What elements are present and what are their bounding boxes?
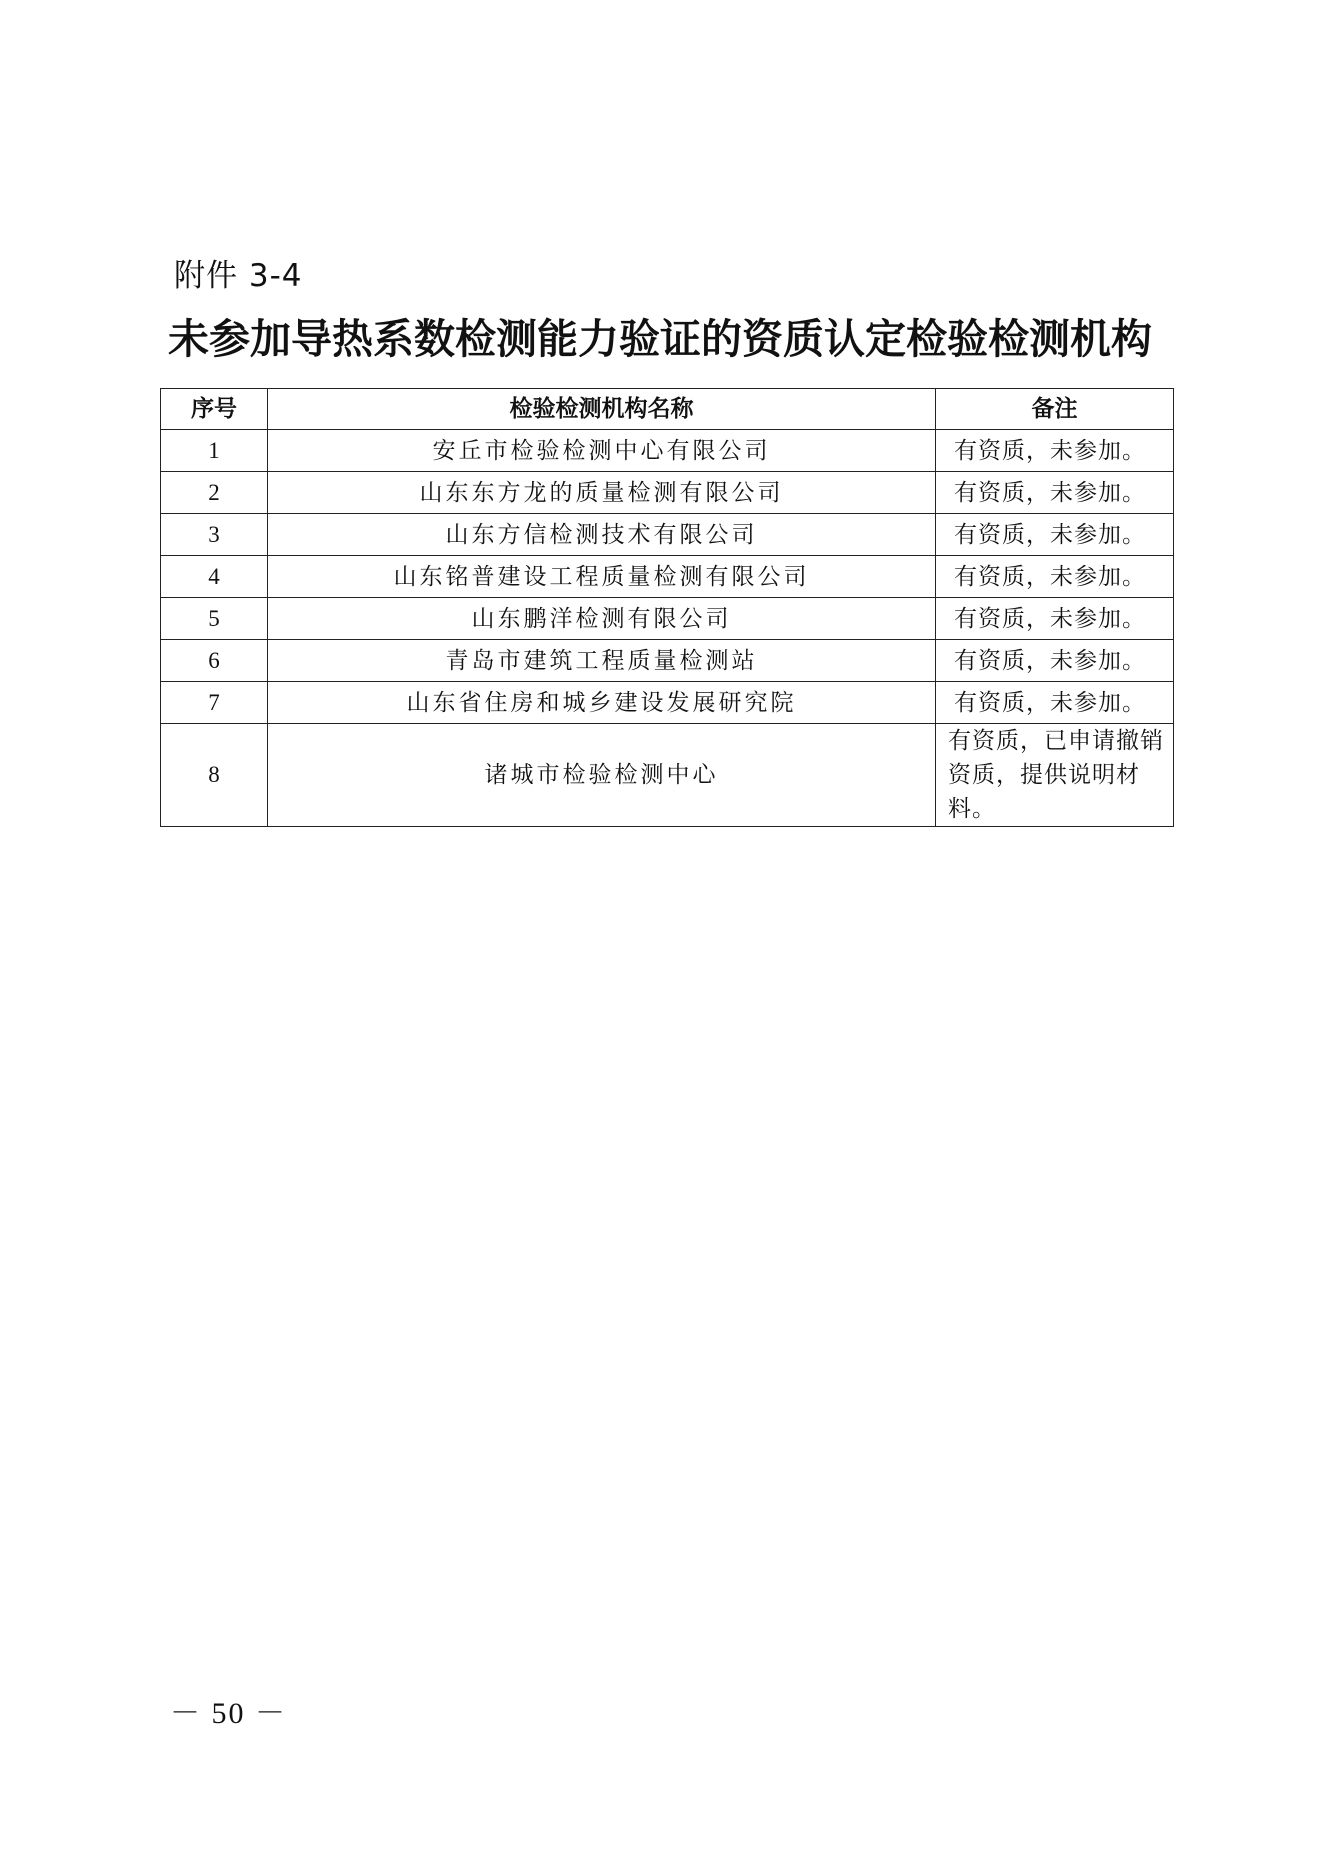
header-name: 检验检测机构名称: [268, 389, 936, 430]
row-name: 山东省住房和城乡建设发展研究院: [268, 682, 936, 724]
table-row: [161, 556, 1174, 598]
header-index: 序号: [161, 389, 268, 430]
row-note: 有资质，已申请撤销资质，提供说明材料。: [936, 724, 1174, 827]
row-name: 安丘市检验检测中心有限公司: [268, 430, 936, 472]
table-header-row: [161, 389, 1174, 430]
row-name: 诸城市检验检测中心: [268, 724, 936, 827]
row-name: 山东东方龙的质量检测有限公司: [268, 472, 936, 514]
row-note: 有资质，未参加。: [936, 430, 1174, 472]
table-row: [161, 514, 1174, 556]
table-row: [161, 598, 1174, 640]
row-index: 7: [161, 682, 268, 724]
row-index: 5: [161, 598, 268, 640]
institutions-table: [160, 388, 1174, 827]
table-row: [161, 682, 1174, 724]
row-note: 有资质，未参加。: [936, 514, 1174, 556]
row-index: 8: [161, 724, 268, 827]
row-index: 4: [161, 556, 268, 598]
page-number: － 50 －: [170, 1697, 287, 1730]
row-note: 有资质，未参加。: [936, 472, 1174, 514]
row-name: 山东铭普建设工程质量检测有限公司: [268, 556, 936, 598]
table-row: [161, 724, 1174, 827]
document-title: 未参加导热系数检测能力验证的资质认定检验检测机构: [168, 315, 1152, 363]
row-index: 3: [161, 514, 268, 556]
table-row: [161, 472, 1174, 514]
header-note: 备注: [936, 389, 1174, 430]
row-note: 有资质，未参加。: [936, 598, 1174, 640]
row-index: 6: [161, 640, 268, 682]
table-row: [161, 430, 1174, 472]
attachment-label: 附件 3-4: [174, 258, 303, 294]
row-note: 有资质，未参加。: [936, 556, 1174, 598]
row-note: 有资质，未参加。: [936, 640, 1174, 682]
row-name: 山东鹏洋检测有限公司: [268, 598, 936, 640]
row-name: 山东方信检测技术有限公司: [268, 514, 936, 556]
row-name: 青岛市建筑工程质量检测站: [268, 640, 936, 682]
table-row: [161, 640, 1174, 682]
row-index: 2: [161, 472, 268, 514]
row-index: 1: [161, 430, 268, 472]
row-note: 有资质，未参加。: [936, 682, 1174, 724]
